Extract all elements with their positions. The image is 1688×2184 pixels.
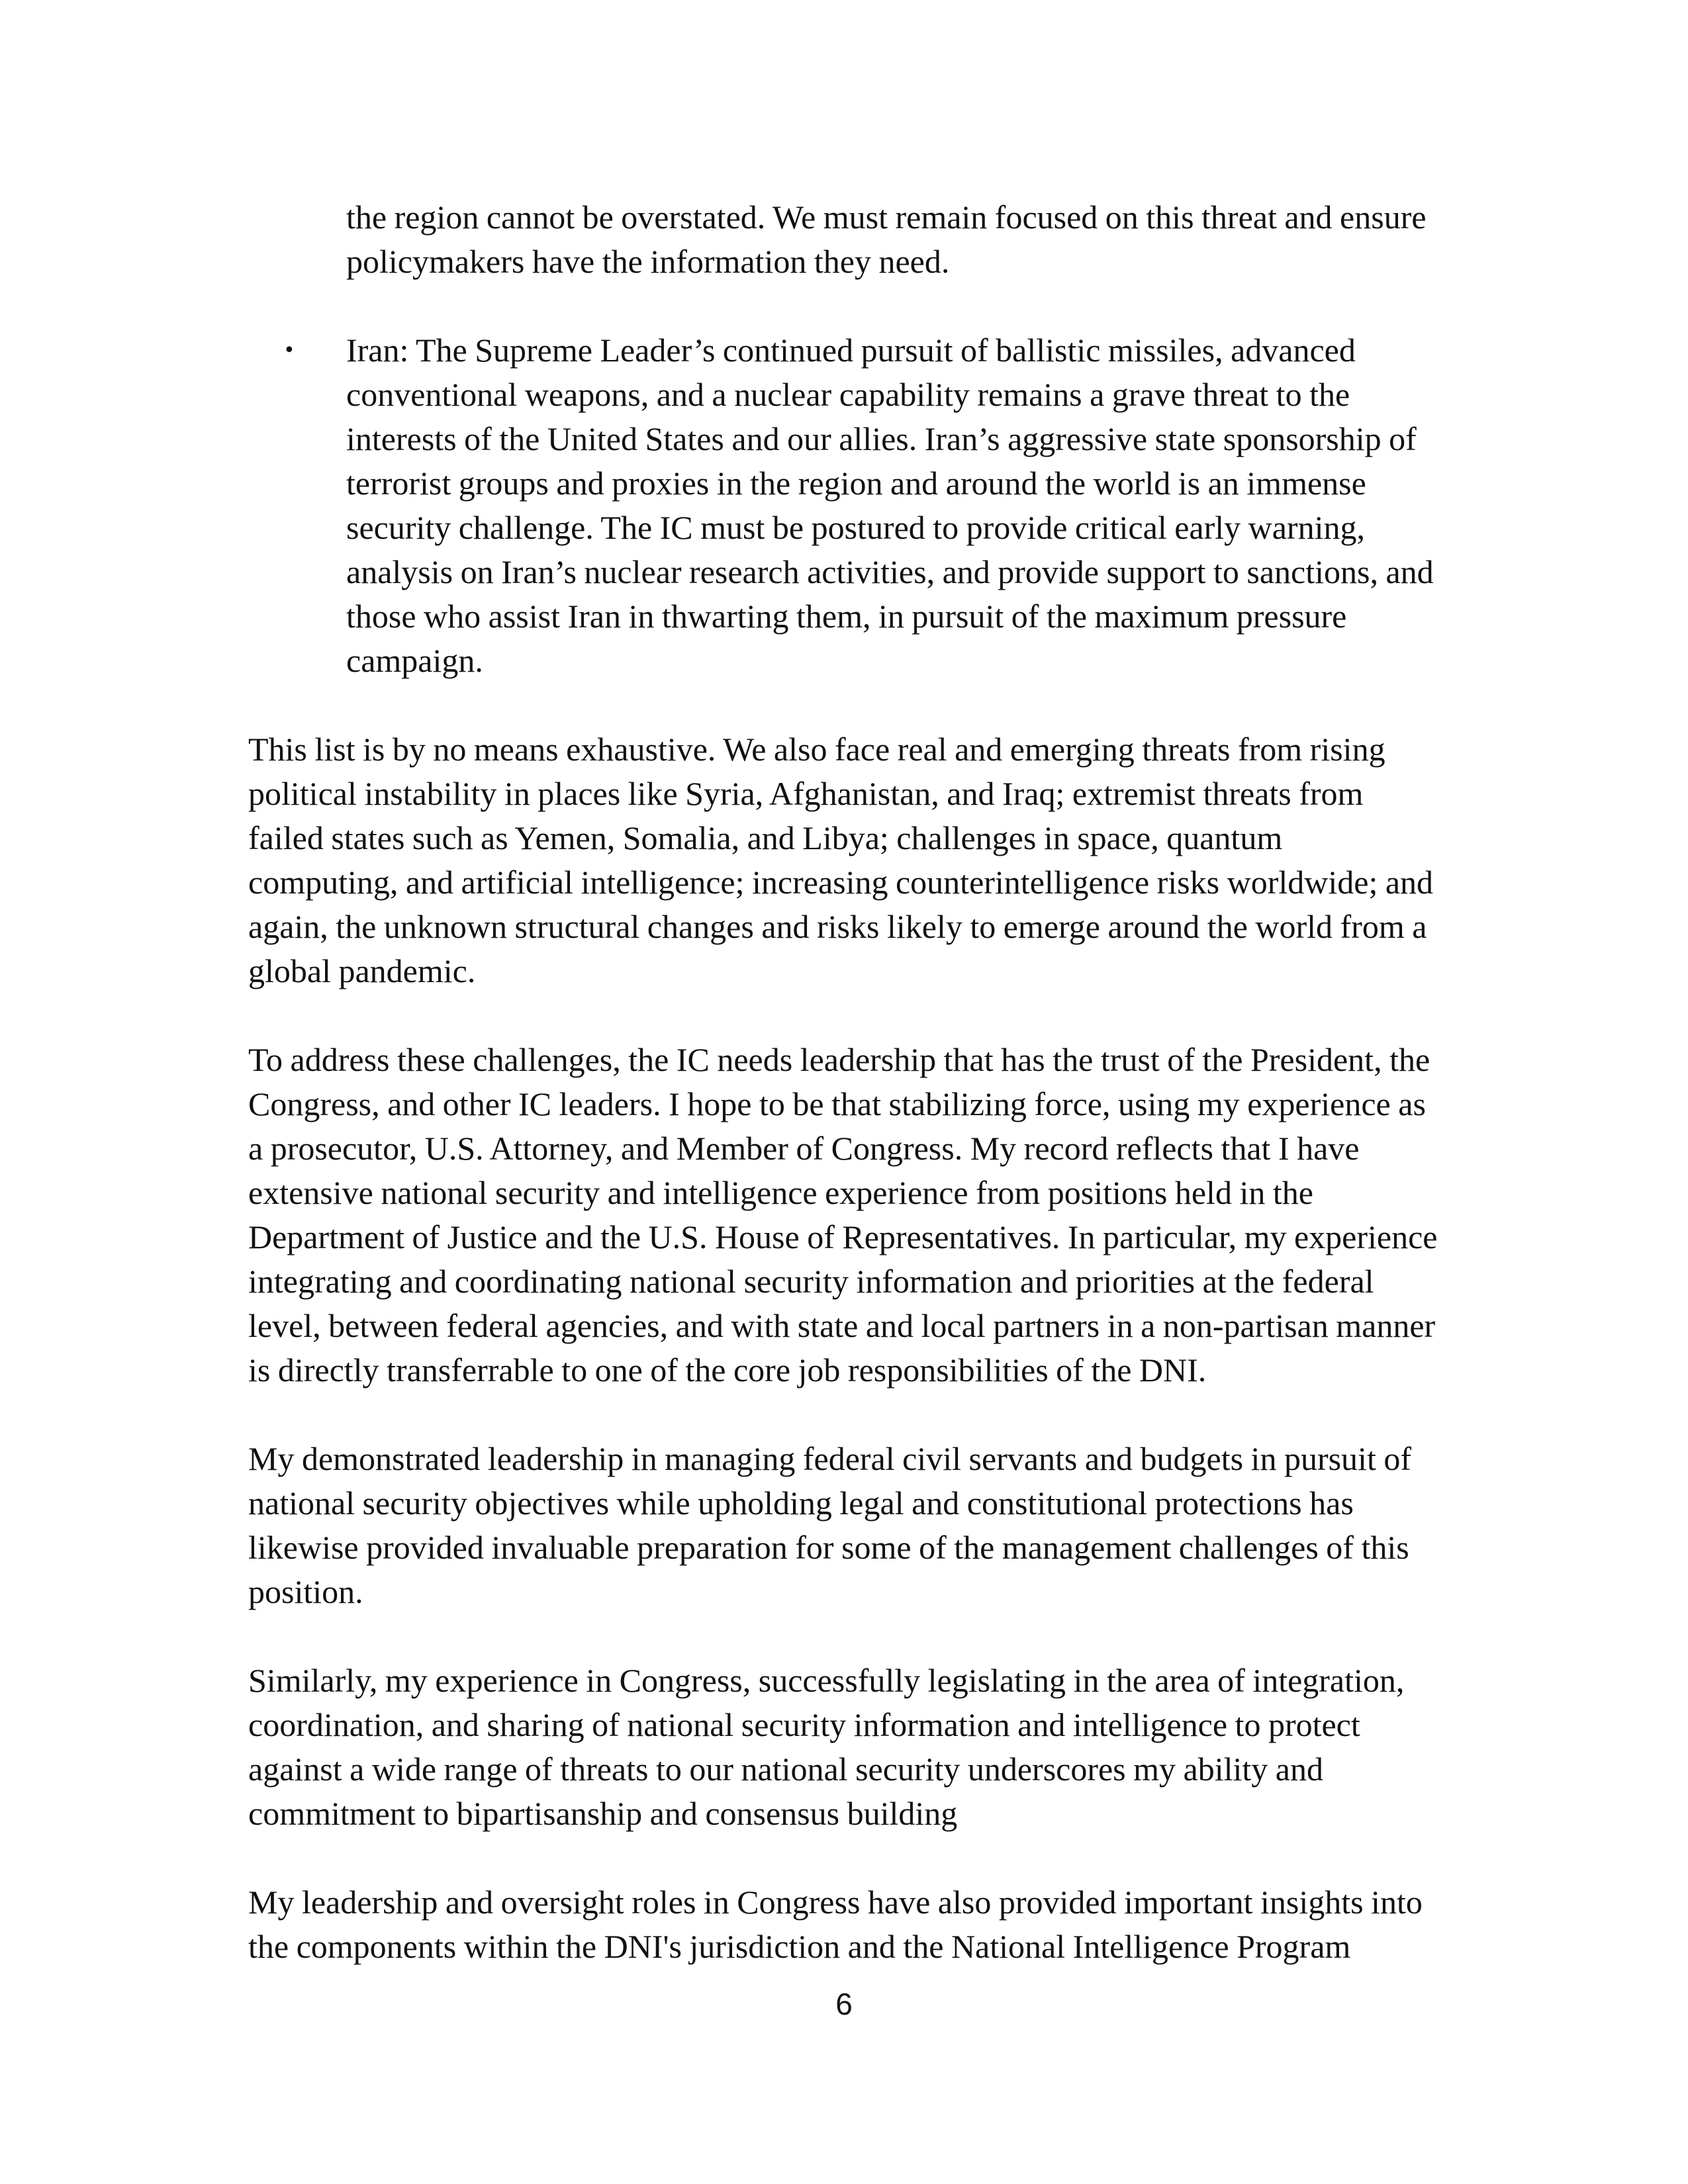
bullet-item-iran [283, 328, 1440, 683]
page-number: 6 [835, 1987, 853, 2021]
continued-bullet-text: the region cannot be overstated. We must remain focused on this threat and ensure policymakers have the information they need. [346, 199, 1427, 280]
paragraph-threat-list: This list is by no means exhaustive. We also face real and emerging threats from rising political instability in places like Syria, Afghanistan, and Iraq; extremist threats from failed states such as Yemen, Somalia, and Libya; challenges in space, quantum computing, and artificial intelligence; increasing counterintelligence risks worldwide; and again, the unknown structural changes and risks likely to emerge around the world from a global pandemic. [248, 731, 1434, 989]
bullet-text-iran: Iran: The Supreme Leader’s continued pursuit of ballistic missiles, advanced conventional weapons, and a nuclear capability remains a grave threat to the interests of the United States and our allies. Iran’s aggressive state sponsorship of terrorist groups and proxies in the region and around the world is an immense security challenge. The IC must be postured to provide critical early warning, analysis on Iran’s nuclear research activities, and provide support to sanctions, and those who assist Iran in thwarting them, in pursuit of the maximum pressure campaign. [346, 332, 1434, 679]
paragraph-management-experience: My demonstrated leadership in managing federal civil servants and budgets in pursuit of national security objectives while upholding legal and constitutional protections has likewise provided invaluable preparation for some of the management challenges of this position. [248, 1440, 1411, 1610]
bullet-marker: • [283, 339, 295, 362]
body-text [248, 195, 1440, 1969]
paragraph-congress-experience: Similarly, my experience in Congress, successfully legislating in the area of integration, coordination, and sharing of national security information and intelligence to protect against a wide range of threats to our national security underscores my ability and commitment to bipartisanship and consensus building [248, 1662, 1405, 1832]
paragraph-leadership-trust: To address these challenges, the IC needs leadership that has the trust of the President, the Congress, and other IC leaders. I hope to be that stabilizing force, using my experience as a prosecutor, U.S. Attorney, and Member of Congress. My record reflects that I have extensive national security and intelligence experience from positions held in the Department of Justice and the U.S. House of Representatives. In particular, my experience integrating and coordinating national security information and priorities at the federal level, between federal agencies, and with state and local partners in a non-partisan manner is directly transferrable to one of the core job responsibilities of the DNI. [248, 1041, 1438, 1388]
paragraph-oversight-roles: My leadership and oversight roles in Congress have also provided important insights into the components within the DNI's jurisdiction and the National Intelligence Program [248, 1884, 1423, 1965]
